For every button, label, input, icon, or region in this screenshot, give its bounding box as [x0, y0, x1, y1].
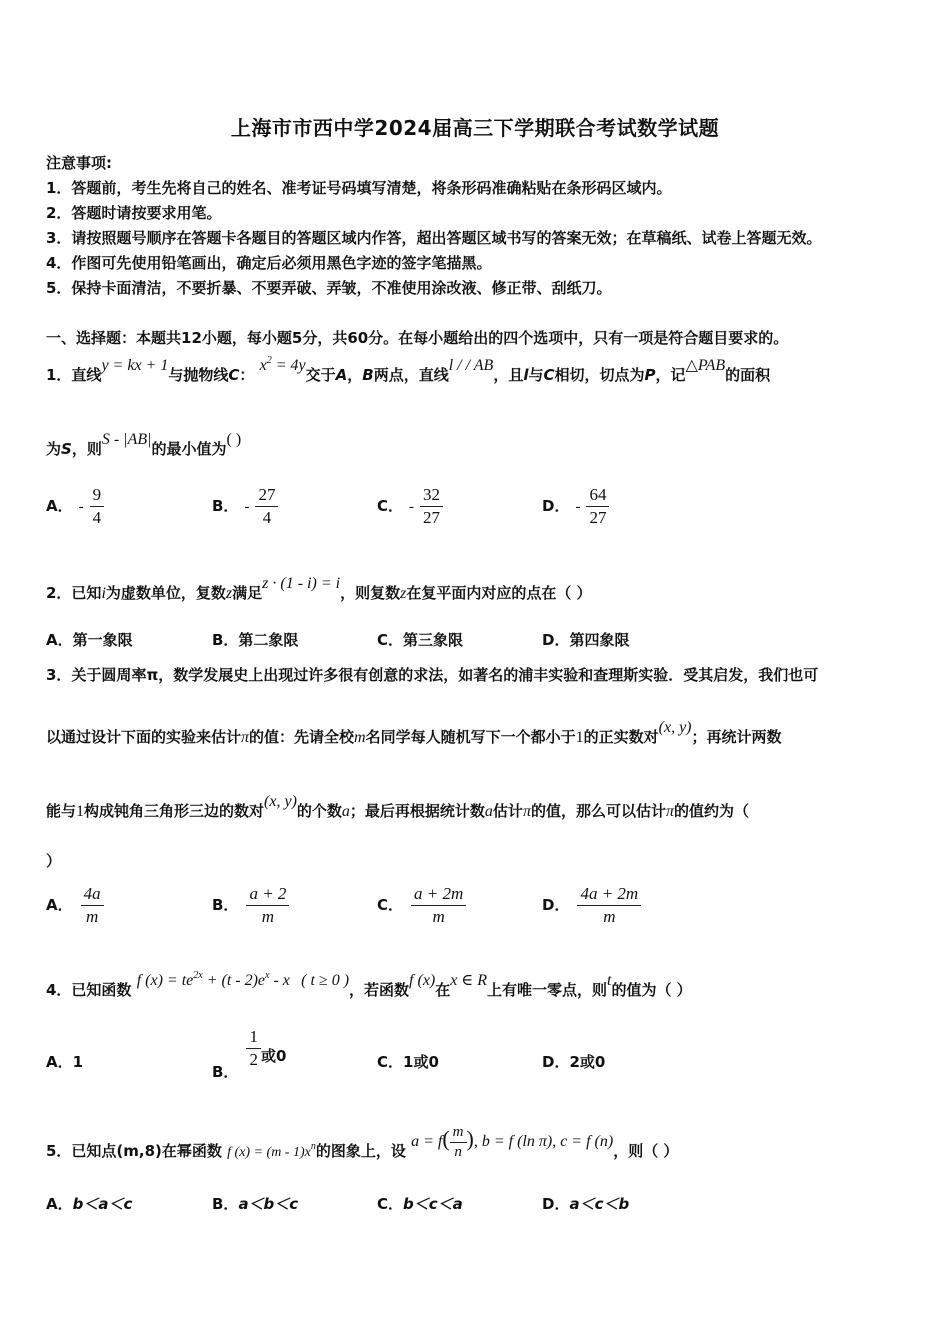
q1-formula-line: y = kx + 1: [101, 357, 169, 374]
q3-symbol: a: [484, 803, 493, 820]
q3-text: 的值，那么可以估计: [530, 802, 666, 820]
q1-text: 相切，切点为: [554, 366, 645, 384]
q4-symbol: t: [607, 972, 612, 989]
question-1-line-1: [46, 355, 771, 385]
q3-text: 的正实数对: [583, 728, 659, 746]
notice-heading: 注意事项:: [46, 154, 112, 172]
q4-option-a: A．1: [46, 1053, 84, 1071]
q3-formula-pair: (x, y): [658, 719, 692, 736]
q3-text: 的值约为（: [673, 802, 749, 820]
q3-symbol: 1: [575, 729, 584, 746]
question-1-line-2: [46, 431, 242, 459]
q5-text: 5．已知点(m,8)在幂函数: [46, 1142, 222, 1161]
q1-text: S: [61, 440, 72, 458]
q5-option-c: C．b＜c＜a: [377, 1195, 463, 1213]
q3-option-a: A． $\frac{4a}{m}$: [46, 884, 104, 927]
q3-symbol: 1: [76, 803, 85, 820]
q3-symbol: a: [341, 803, 350, 820]
question-5: [46, 1124, 679, 1171]
q2-text: ，则复数: [340, 584, 401, 602]
q1-text: ，记: [655, 366, 686, 384]
q1-text: C: [228, 366, 240, 384]
q5-option-d: D．a＜c＜b: [542, 1195, 630, 1213]
q3-symbol: π: [522, 803, 531, 820]
q1-formula-expression: S - |AB|: [101, 431, 152, 448]
fraction: $\frac{1}{2}$: [246, 1027, 261, 1070]
q2-option-c: C．第三象限: [377, 631, 464, 649]
fraction: $\frac{a + 2}{m}$: [246, 884, 289, 927]
question-4: [46, 970, 692, 1000]
q3-text: 的值：先请全校: [249, 728, 355, 746]
fraction: $\frac{a + 2m}{m}$: [411, 884, 466, 927]
q5-text: 的图象上，设: [315, 1142, 406, 1161]
q3-option-b: B． $\frac{a + 2}{m}$: [212, 884, 289, 927]
question-3-line-2: [46, 719, 782, 747]
q4-text: ，若函数: [349, 981, 410, 999]
q5-option-b: B．a＜b＜c: [212, 1195, 299, 1213]
q1-text: 1．直线: [46, 366, 102, 384]
q1-option-c: C． - $\frac{32}{27}$: [377, 485, 443, 528]
q1-text: ，: [347, 366, 363, 384]
question-3-line-3: [46, 793, 749, 821]
q1-text: 的最小值为: [151, 440, 227, 458]
fraction: $\frac{9}{4}$: [90, 485, 105, 528]
notice-item: 4．作图可先使用铅笔画出，确定后必须用黑色字迹的签字笔描黑。: [46, 254, 492, 272]
question-3-line-4: ）: [46, 852, 62, 870]
q1-text: 与抛物线: [168, 366, 229, 384]
q4-option-d: D．2或0: [542, 1053, 606, 1071]
q3-option-d: D． $\frac{4a + 2m}{m}$: [542, 884, 641, 927]
q1-formula-triangle: △PAB: [685, 357, 726, 374]
q1-text: C: [543, 366, 555, 384]
q3-text: 以通过设计下面的实验来估计: [46, 728, 242, 746]
q2-option-d: D．第四象限: [542, 631, 630, 649]
q5-option-a: A．b＜a＜c: [46, 1195, 133, 1213]
notice-item: 2．答题时请按要求用笔。: [46, 204, 222, 222]
q1-text: P: [644, 366, 656, 384]
q1-option-b: B． - $\frac{27}{4}$: [212, 485, 278, 528]
q2-option-b: B．第二象限: [212, 631, 299, 649]
q3-formula-pair: (x, y): [264, 793, 297, 810]
q1-text: 两点，直线: [373, 366, 449, 384]
q1-text: 的面积: [725, 366, 771, 384]
section-heading: 一、选择题：本题共12小题，每小题5分，共60分。在每小题给出的四个选项中，只有一项是符合题目要求的。: [46, 329, 789, 347]
q2-symbol: z: [400, 585, 407, 602]
q5-text: ，则（ ）: [613, 1142, 679, 1161]
q2-symbol: i: [101, 585, 106, 602]
q2-text: 为虚数单位，复数: [105, 584, 226, 602]
q1-text: ：: [239, 366, 255, 384]
q1-text: ，且: [493, 366, 524, 384]
page-title: 上海市市西中学2024届高三下学期联合考试数学试题: [230, 116, 720, 140]
q1-text: l: [523, 366, 529, 384]
question-2: [46, 575, 592, 603]
q4-formula-function: f $(x) = te^{2x} + (t - 2)e^x - x$: [136, 970, 290, 989]
fraction: $\frac{4a}{m}$: [81, 884, 104, 927]
q1-answer-blank: ( ): [226, 431, 242, 448]
q1-formula-parabola: $x^2 = 4y$: [259, 355, 306, 374]
q4-text: 的值为（ ）: [611, 981, 692, 999]
q2-symbol: z: [225, 585, 233, 602]
q4-formula-condition: ( t ≥ 0 ): [301, 972, 350, 989]
q3-text: ；最后再根据统计数: [349, 802, 485, 820]
q4-formula-fx: f (x): [409, 972, 436, 989]
notice-item: 1．答题前，考生先将自己的姓名、准考证号码填写清楚，将条形码准确粘贴在条形码区域内。: [46, 179, 672, 197]
q1-formula-parallel: l / / AB: [448, 357, 494, 374]
q4-option-b: B． $\frac{1}{2}$ 或0: [212, 1027, 287, 1081]
q1-text: A: [335, 366, 348, 384]
q3-text: 的个数: [296, 802, 342, 820]
q4-text: 4．已知函数: [46, 981, 132, 999]
q4-formula-domain: x ∈ R: [450, 972, 487, 989]
q1-text: B: [362, 366, 374, 384]
notice-item: 5．保持卡面清洁，不要折暴、不要弄破、弄皱，不准使用涂改液、修正带、刮纸刀。: [46, 279, 612, 297]
q4-option-c: C．1或0: [377, 1053, 439, 1071]
q3-symbol: π: [665, 803, 674, 820]
q1-option-d: D． - $\frac{64}{27}$: [542, 485, 609, 528]
q3-text: 能与: [46, 802, 77, 820]
fraction: $\frac{64}{27}$: [586, 485, 609, 528]
fraction: $\frac{4a + 2m}{m}$: [577, 884, 641, 927]
question-3-line-1: 3．关于圆周率π，数学发展史上出现过许多很有创意的求法，如著名的浦丰实验和查理斯实验．受其启发，我们也可: [46, 666, 819, 684]
q3-text: ；再统计两数: [691, 728, 782, 746]
q1-text: 为: [46, 440, 62, 458]
q2-text: 在复平面内对应的点在（ ）: [406, 584, 592, 602]
q2-text: 2．已知: [46, 584, 102, 602]
q1-text: 与: [528, 366, 544, 384]
q3-text: 估计: [492, 802, 523, 820]
notice-item: 3．请按照题号顺序在答题卡各题目的答题区域内作答，超出答题区域书写的答案无效；在草稿纸、试卷上答题无效。: [46, 229, 822, 247]
fraction: $\frac{32}{27}$: [420, 485, 443, 528]
q5-formula-power-function: f $(x) = (m - 1)x^n$: [227, 1141, 316, 1161]
q3-option-c: C． $\frac{a + 2m}{m}$: [377, 884, 466, 927]
q5-formula-definitions: a = f( $\frac{m}{n}$ ), b = f (ln π), c = f (n): [411, 1124, 614, 1160]
q3-symbol: m: [354, 729, 366, 746]
fraction: $\frac{27}{4}$: [255, 485, 278, 528]
q1-text: 交于: [305, 366, 336, 384]
q1-option-a: A． - $\frac{9}{4}$: [46, 485, 104, 528]
q3-text: 构成钝角三角形三边的数对: [84, 802, 265, 820]
q3-symbol: π: [241, 729, 250, 746]
q2-text: 满足: [232, 584, 263, 602]
q1-text: ，则: [71, 440, 102, 458]
q4-text: 在: [435, 981, 451, 999]
q3-text: 名同学每人随机写下一个都小于: [365, 728, 576, 746]
q4-text: 上有唯一零点，则: [486, 981, 607, 999]
q2-formula: z · (1 - i) = i: [262, 575, 341, 592]
q2-option-a: A．第一象限: [46, 631, 133, 649]
